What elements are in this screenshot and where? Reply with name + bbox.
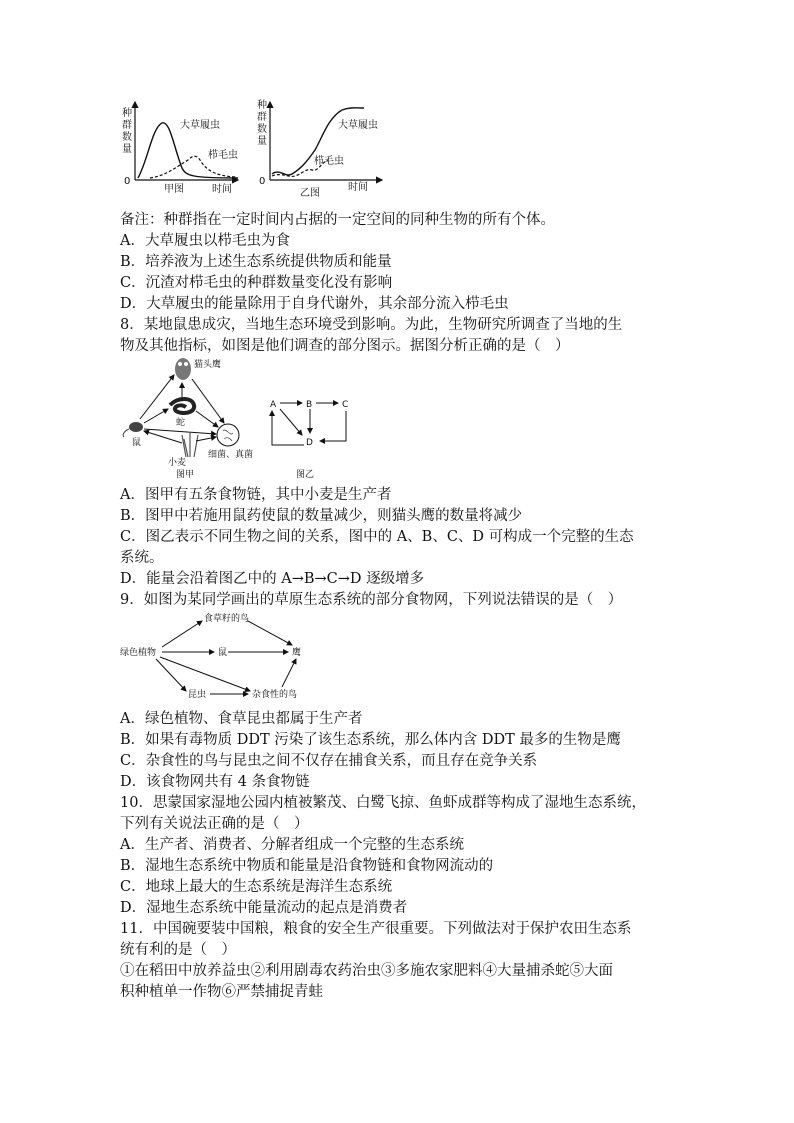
owl-label: 猫头鹰 — [194, 360, 222, 370]
graph-yi — [257, 98, 382, 199]
diagram-jia-caption: 图甲 — [176, 470, 195, 480]
q7-option-c: C．沉渣对栉毛虫的种群数量变化没有影响 — [120, 275, 393, 291]
web-omni-bird: 杂食性的鸟 — [252, 690, 298, 700]
arrow-plant-seedbird — [162, 621, 202, 647]
arrow-plant-omnibird — [160, 657, 250, 691]
population-graphs — [120, 98, 680, 208]
arrow-owl-decomposer — [192, 379, 224, 423]
arrow-wheat-mouse — [144, 431, 182, 443]
decomposer-label: 细菌、真菌 — [208, 450, 254, 460]
q11-items-line1: ①在稻田中放养益虫②利用剧毒农药治虫③多施农家肥料④大量捕杀蛇⑤大面 — [120, 963, 613, 979]
node-b: B — [306, 400, 313, 410]
jia-origin: 0 — [124, 176, 131, 187]
grassland-food-web — [120, 611, 680, 709]
jia-y-label-4: 量 — [122, 144, 132, 155]
web-eagle: 鹰 — [292, 648, 302, 658]
diagram-yi — [270, 400, 348, 480]
q10-option-d: D．湿地生态系统中能量流动的起点是消费者 — [120, 900, 408, 916]
arrow-omnibird-eagle — [282, 659, 296, 687]
diagram-jia — [123, 358, 253, 480]
q9-option-b: B．如果有毒物质 DDT 污染了该生态系统，那么体内含 DDT 最多的生物是鹰 — [120, 732, 621, 748]
q8-option-a: A．图甲有五条食物链，其中小麦是生产者 — [120, 487, 392, 503]
yi-origin: 0 — [259, 176, 266, 187]
web-plant: 绿色植物 — [120, 648, 157, 658]
q10-option-b: B．湿地生态系统中物质和能量是沿食物链和食物网流动的 — [120, 858, 494, 874]
q8-option-b: B．图甲中若施用鼠药使鼠的数量减少，则猫头鹰的数量将减少 — [120, 508, 523, 524]
wheat-label: 小麦 — [168, 458, 187, 468]
q10-stem-line1: 10．思蒙国家湿地公园内植被繁茂、白鹭飞掠、鱼虾成群等构成了湿地生态系统， — [120, 795, 646, 811]
yi-caption: 乙图 — [300, 188, 320, 199]
arrow-c-d — [320, 411, 346, 441]
graph-jia — [122, 102, 238, 195]
node-a: A — [270, 400, 277, 410]
arrow-a-d — [280, 409, 302, 435]
mouse-icon — [123, 422, 143, 437]
food-chain-diagrams — [120, 357, 680, 485]
jia-series-a: 大草履虫 — [180, 120, 220, 131]
node-c: C — [342, 400, 349, 410]
node-d: D — [306, 438, 313, 448]
q8-figure — [120, 357, 680, 485]
q10-option-a: A．生产者、消费者、分解者组成一个完整的生态系统 — [120, 837, 464, 853]
arrow-wheat-decomposer — [196, 437, 216, 441]
arrow-plant-insect — [156, 659, 186, 691]
q8-option-d: D．能量会沿着图乙中的 A→B→C→D 逐级增多 — [120, 571, 425, 587]
jia-y-label-3: 数 — [122, 132, 132, 143]
arrow-snake-decomposer — [196, 411, 218, 427]
web-insect: 昆虫 — [188, 690, 207, 700]
web-seed-bird: 食草籽的鸟 — [204, 614, 250, 624]
q11-stem-line2: 统有利的是（ ） — [120, 942, 236, 958]
arrow-d-a — [272, 411, 304, 445]
yi-y-label-2: 群 — [257, 112, 267, 123]
decomposer-icon — [217, 424, 239, 446]
jia-series-b: 栉毛虫 — [208, 150, 238, 161]
arrow-mouse-decomposer — [144, 429, 216, 434]
q8-option-c-line2: 系统。 — [120, 550, 164, 566]
mouse-label: 鼠 — [132, 438, 142, 448]
q9-option-d: D．该食物网共有 4 条食物链 — [120, 774, 310, 790]
q9-stem: 9．如图为某同学画出的草原生态系统的部分食物网，下列说法错误的是（ ） — [120, 592, 623, 608]
yi-y-label-3: 数 — [257, 124, 267, 135]
yi-series-b: 栉毛虫 — [314, 156, 344, 167]
arrow-seedbird-eagle — [248, 621, 292, 645]
arrow-mouse-snake — [144, 409, 168, 423]
q9-option-a: A．绿色植物、食草昆虫都属于生产者 — [120, 711, 363, 727]
q7-option-a: A．大草履虫以栉毛虫为食 — [120, 233, 290, 249]
owl-icon — [175, 358, 191, 380]
q9-option-c: C．杂食性的鸟与昆虫之间不仅存在捕食关系，而且存在竞争关系 — [120, 753, 538, 769]
snake-label: 蛇 — [176, 418, 186, 428]
q8-stem-line2: 物及其他指标，如图是他们调查的部分图示。据图分析正确的是（ ） — [120, 338, 570, 354]
yi-series-a: 大草履虫 — [338, 120, 378, 131]
yi-y-label-4: 量 — [257, 136, 267, 147]
q7-option-d: D．大草履虫的能量除用于自身代谢外，其余部分流入栉毛虫 — [120, 296, 509, 312]
exam-page — [120, 98, 680, 1003]
jia-y-label-2: 群 — [122, 120, 132, 131]
yi-x-label: 时间 — [348, 182, 368, 193]
wheat-icon — [182, 433, 198, 457]
q8-stem-line1: 8．某地鼠患成灾，当地生态环境受到影响。为此，生物研究所调查了当地的生 — [120, 317, 623, 333]
q11-items-line2: 积种植单一作物⑥严禁捕捉青蛙 — [120, 984, 323, 1000]
yi-y-label-1: 种 — [257, 100, 267, 111]
web-mouse: 鼠 — [218, 648, 228, 658]
q7-option-b: B．培养液为上述生态系统提供物质和能量 — [120, 254, 392, 270]
jia-y-label-1: 种 — [122, 108, 132, 119]
q9-figure — [120, 611, 680, 709]
snake-icon — [170, 399, 194, 413]
q10-stem-line2: 下列有关说法正确的是（ ） — [120, 816, 309, 832]
arrow-mouse-owl — [140, 375, 174, 419]
jia-caption: 甲图 — [164, 184, 184, 195]
q11-stem-line1: 11．中国碗要装中国粮，粮食的安全生产很重要。下列做法对于保护农田生态系 — [120, 921, 632, 937]
jia-x-label: 时间 — [212, 184, 232, 195]
q7-note: 备注：种群指在一定时间内占据的一定空间的同种生物的所有个体。 — [120, 212, 555, 228]
diagram-yi-caption: 图乙 — [296, 470, 315, 480]
q7-figure — [120, 98, 680, 210]
q8-option-c-line1: C．图乙表示不同生物之间的关系，图中的 A、B、C、D 可构成一个完整的生态 — [120, 529, 634, 545]
q10-option-c: C．地球上最大的生态系统是海洋生态系统 — [120, 879, 393, 895]
